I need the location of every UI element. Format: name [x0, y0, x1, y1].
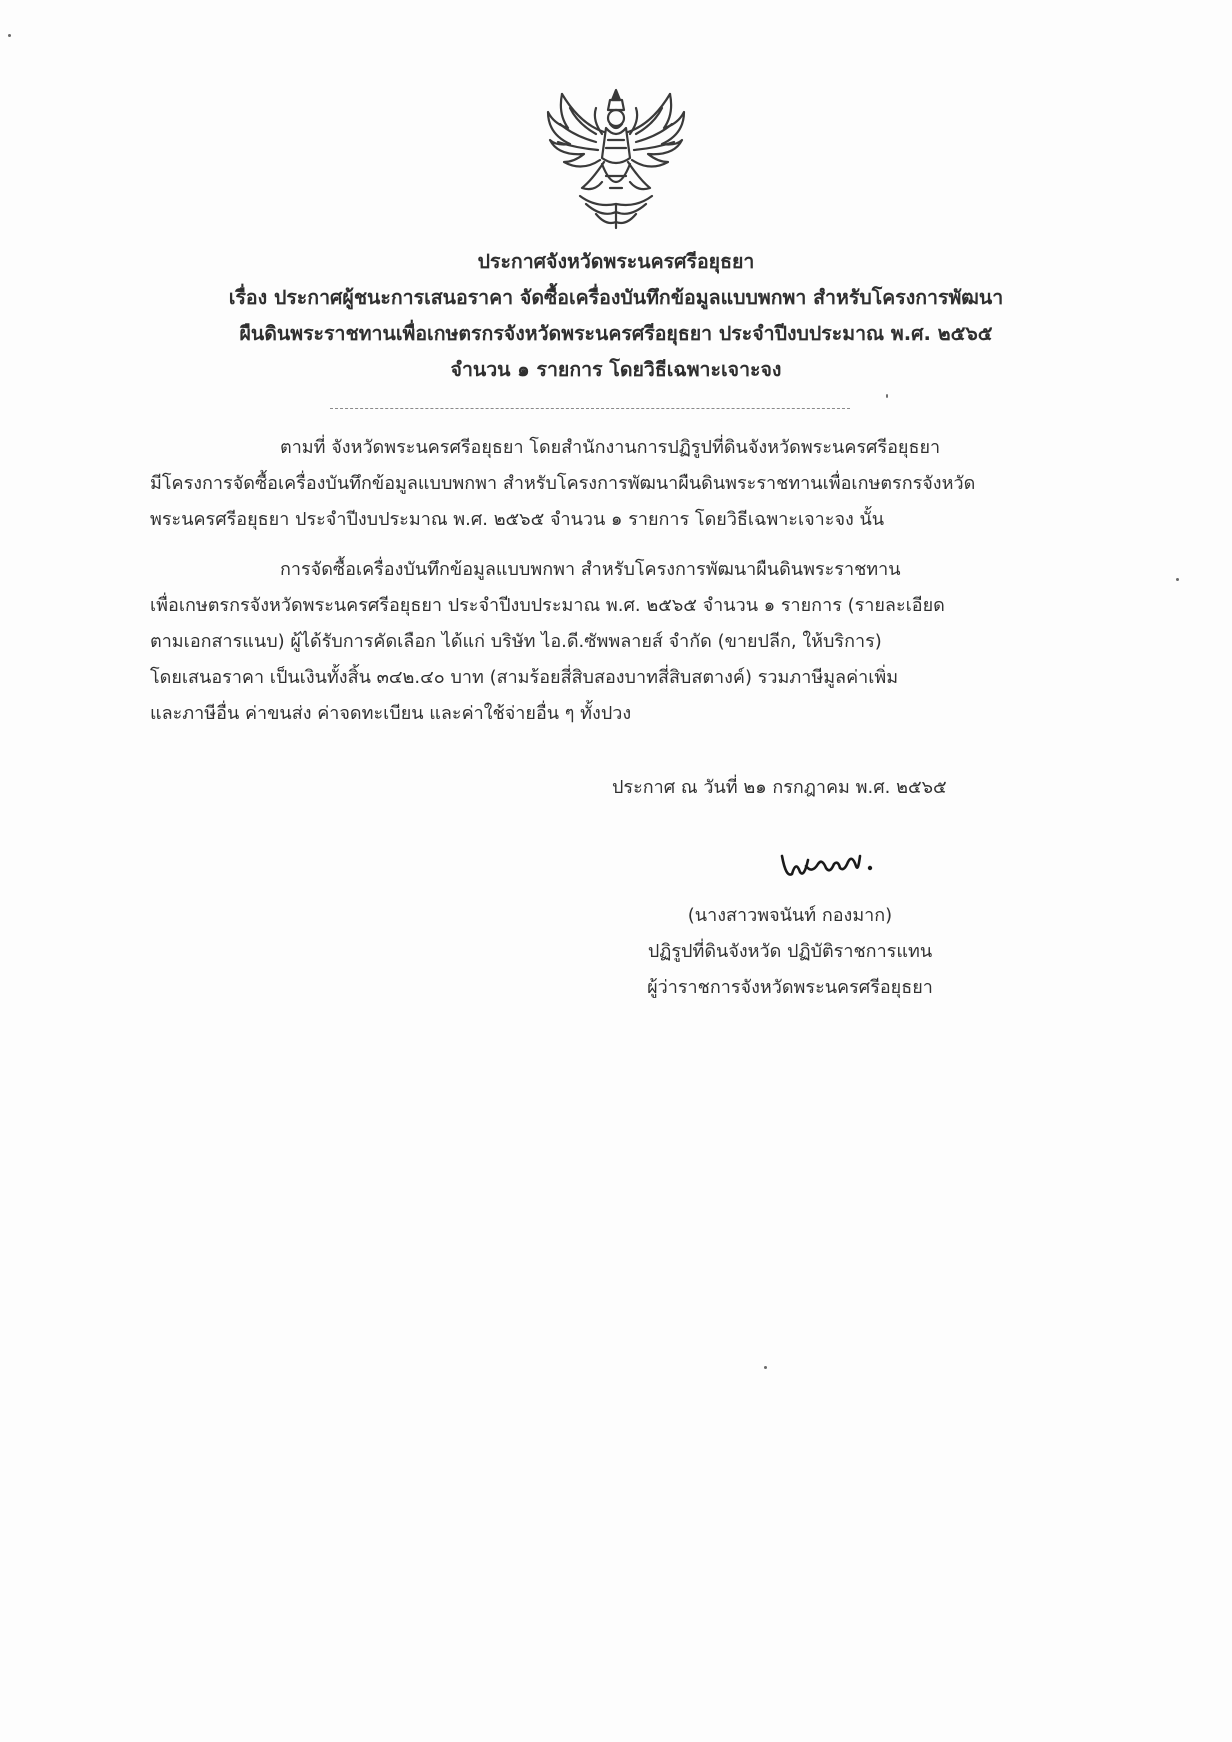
- announcement-subject-line-2: ผืนดินพระราชทานเพื่อเกษตรกรจังหวัดพระนครศรีอยุธยา ประจำปีงบประมาณ พ.ศ. ๒๕๖๕: [239, 322, 993, 345]
- scan-speck: [886, 394, 888, 398]
- paragraph-line: และภาษีอื่น ค่าขนส่ง ค่าจดทะเบียน และค่าใช้จ่ายอื่น ๆ ทั้งปวง: [150, 703, 632, 724]
- paragraph-line: ตามที่ จังหวัดพระนครศรีอยุธยา โดยสำนักงานการปฏิรูปที่ดินจังหวัดพระนครศรีอยุธยา: [280, 437, 941, 458]
- paragraph-line: โดยเสนอราคา เป็นเงินทั้งสิ้น ๓๔๒.๔๐ บาท (สามร้อยสี่สิบสองบาทสี่สิบสตางค์) รวมภาษีมูลค่าเพิ่ม: [150, 667, 899, 688]
- signer-name: (นางสาวพจนันท์ กองมาก): [687, 905, 893, 926]
- paragraph-background: [150, 430, 1088, 538]
- paragraph-line: ตามเอกสารแนบ) ผู้ได้รับการคัดเลือก ได้แก่ บริษัท ไอ.ดี.ซัพพลายส์ จำกัด (ขายปลีก, ให้บริการ): [150, 631, 882, 652]
- scan-speck: [764, 1366, 767, 1369]
- announcement-title: ประกาศจังหวัดพระนครศรีอยุธยา: [477, 250, 755, 273]
- signer-position: ปฏิรูปที่ดินจังหวัด ปฏิบัติราชการแทน: [647, 941, 933, 962]
- paragraph-line: มีโครงการจัดซื้อเครื่องบันทึกข้อมูลแบบพกพา สำหรับโครงการพัฒนาผืนดินพระราชทานเพื่อเกษตรกรจังหวัด: [150, 473, 976, 494]
- handwritten-signature-icon: [776, 838, 886, 888]
- paragraph-award: [150, 552, 1088, 732]
- announcement-subject-line-1: เรื่อง ประกาศผู้ชนะการเสนอราคา จัดซื้อเครื่องบันทึกข้อมูลแบบพกพา สำหรับโครงการพัฒนา: [228, 286, 1004, 309]
- garuda-emblem-icon: [540, 84, 692, 232]
- signer-position-on-behalf: ผู้ว่าราชการจังหวัดพระนครศรีอยุธยา: [647, 977, 933, 998]
- scan-speck: [1176, 578, 1179, 581]
- paragraph-line: พระนครศรีอยุธยา ประจำปีงบประมาณ พ.ศ. ๒๕๖๕ จำนวน ๑ รายการ โดยวิธีเฉพาะเจาะจง นั้น: [150, 509, 885, 530]
- announcement-subject-line-3: จำนวน ๑ รายการ โดยวิธีเฉพาะเจาะจง: [450, 358, 782, 381]
- paragraph-line: การจัดซื้อเครื่องบันทึกข้อมูลแบบพกพา สำหรับโครงการพัฒนาผืนดินพระราชทาน: [280, 559, 901, 580]
- paragraph-line: เพื่อเกษตรกรจังหวัดพระนครศรีอยุธยา ประจำปีงบประมาณ พ.ศ. ๒๕๖๕ จำนวน ๑ รายการ (รายละเอียด: [150, 595, 945, 616]
- scan-speck: [8, 34, 11, 37]
- announcement-date: ประกาศ ณ วันที่ ๒๑ กรกฎาคม พ.ศ. ๒๕๖๕: [612, 777, 947, 798]
- dashed-divider: [330, 408, 850, 409]
